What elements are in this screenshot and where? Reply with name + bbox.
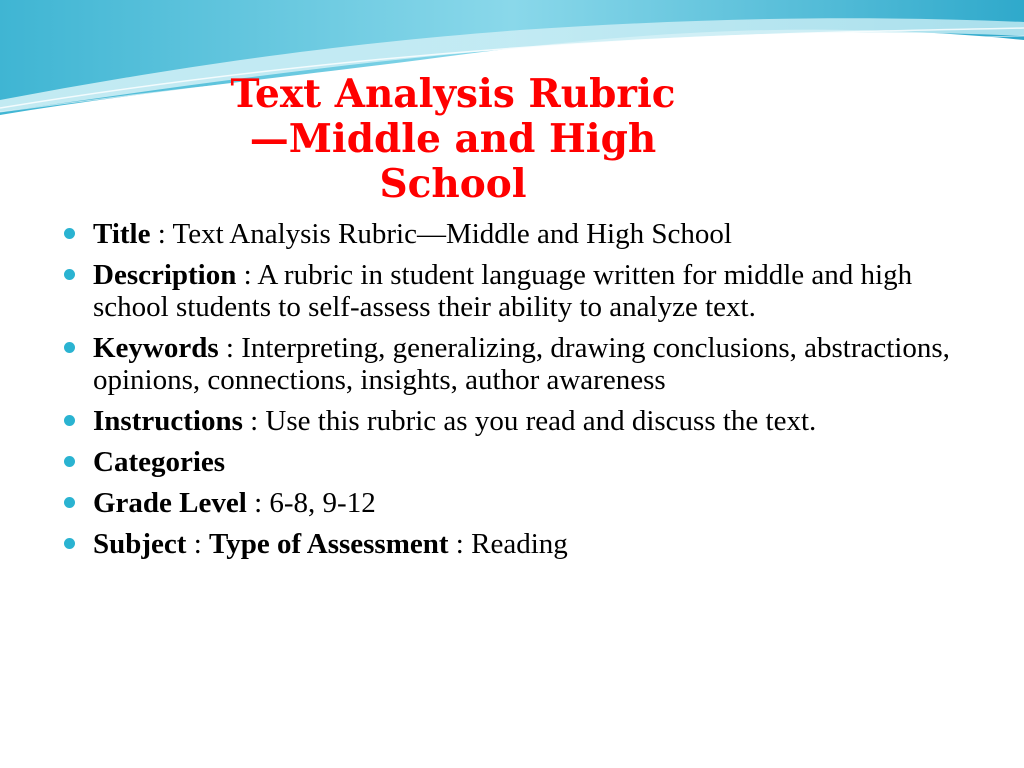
bullet-text: : Interpreting, generalizing, drawing conclusions, abstractions, opinions, connections, insights, author awareness	[93, 332, 950, 396]
bullet-title	[64, 218, 984, 250]
bullet-dot-icon	[64, 497, 75, 508]
bullet-label: Subject	[93, 528, 187, 560]
bullet-text: : A rubric in student language written for middle and high school students to self-assess their ability to analyze text.	[93, 259, 913, 323]
bullet-separator: :	[186, 528, 210, 560]
bullet-dot-icon	[64, 342, 75, 353]
bullet-label: Description	[93, 259, 237, 291]
bullet-label: Grade Level	[93, 487, 247, 519]
bullet-text: : Text Analysis Rubric—Middle and High School	[150, 218, 732, 250]
bullet-description	[64, 259, 984, 323]
bullet-categories	[64, 446, 984, 478]
slide-title: Text Analysis Rubric—Middle and High School	[230, 71, 676, 207]
bullet-text: : Reading	[448, 528, 568, 560]
bullet-grade-level	[64, 487, 984, 519]
bullet-text: : Use this rubric as you read and discuss the text.	[242, 405, 817, 437]
bullet-label: Categories	[93, 446, 226, 478]
bullet-dot-icon	[64, 269, 75, 280]
bullet-text: : 6-8, 9-12	[246, 487, 376, 519]
bullet-instructions	[64, 405, 984, 437]
bullet-subject	[64, 528, 984, 560]
bullet-label: Instructions	[93, 405, 243, 437]
bullet-dot-icon	[64, 538, 75, 549]
bullet-label: Keywords	[93, 332, 219, 364]
bullet-label: Title	[93, 218, 151, 250]
bullet-dot-icon	[64, 228, 75, 239]
bullet-list	[64, 218, 984, 569]
bullet-dot-icon	[64, 415, 75, 426]
bullet-keywords	[64, 332, 984, 396]
bullet-label-secondary: Type of Assessment	[209, 528, 449, 560]
bullet-dot-icon	[64, 456, 75, 467]
